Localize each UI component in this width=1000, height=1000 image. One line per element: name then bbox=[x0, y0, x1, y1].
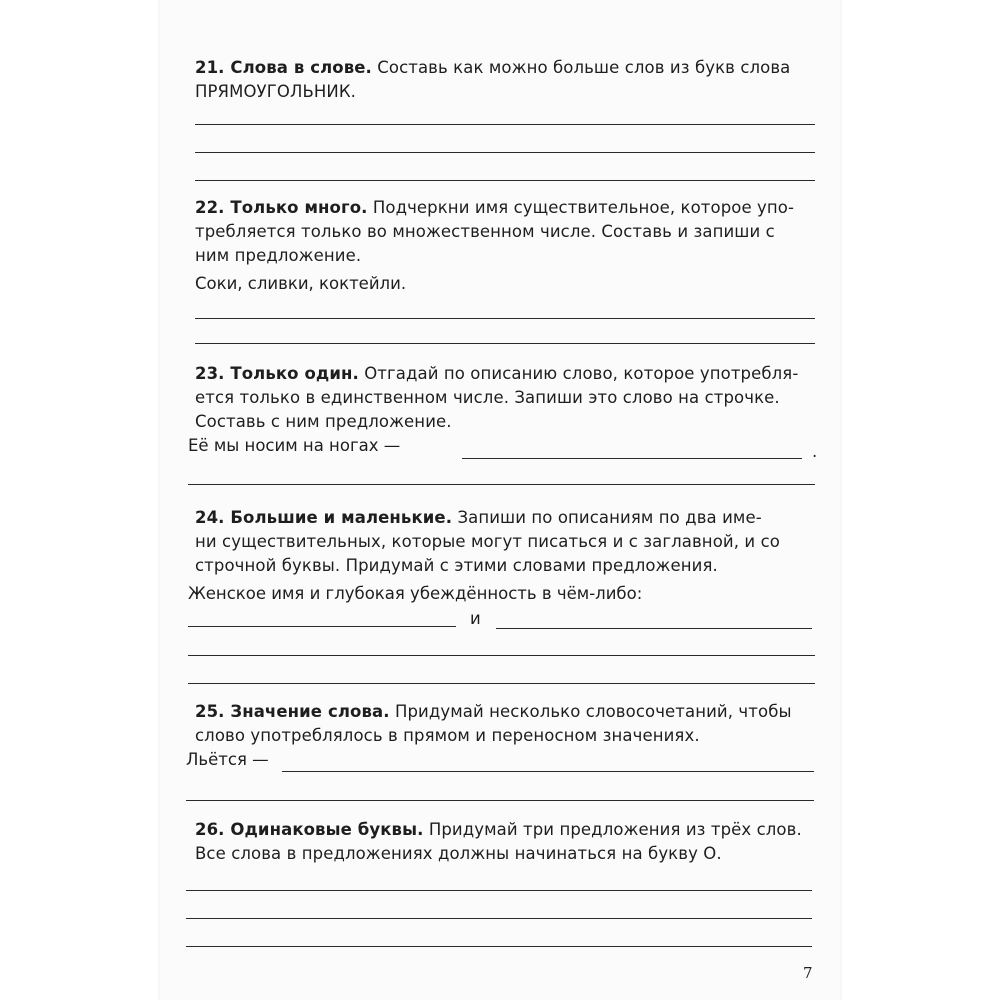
answer-line[interactable] bbox=[186, 890, 812, 891]
page-number: 7 bbox=[803, 964, 813, 982]
answer-line[interactable] bbox=[186, 800, 814, 801]
task-22-line-3: ним предложение. bbox=[195, 246, 362, 265]
task-23-line-2: ется только в единственном числе. Запиши это слово на строчке. bbox=[195, 388, 780, 407]
task-23-prompt: Её мы носим на ногах — bbox=[188, 436, 401, 455]
answer-line[interactable] bbox=[188, 655, 815, 656]
task-26-text bbox=[195, 818, 817, 866]
task-21-line-1: Составь как можно больше слов из букв слова bbox=[371, 58, 791, 77]
task-24-line-1: Запиши по описаниям по два име- bbox=[452, 508, 762, 527]
answer-line[interactable] bbox=[195, 343, 815, 344]
task-23-line-3: Составь с ним предложение. bbox=[195, 412, 452, 431]
answer-line[interactable] bbox=[195, 152, 815, 153]
answer-line[interactable] bbox=[195, 124, 815, 125]
task-22-line-1: Подчеркни имя существительное, которое упо- bbox=[367, 198, 795, 217]
task-23-line-1: Отгадай по описанию слово, которое употребля- bbox=[358, 364, 799, 383]
task-25-line-1: Придумай несколько словосочетаний, чтобы bbox=[389, 702, 792, 721]
task-25-title: 25. Значение слова. bbox=[195, 702, 390, 721]
answer-line[interactable] bbox=[188, 683, 815, 684]
task-21-text bbox=[195, 56, 817, 104]
task-22-line-2: требляется только во множественном числе. Составь и запиши с bbox=[195, 222, 775, 241]
task-26-line-1: Придумай три предложения из трёх слов. bbox=[423, 820, 802, 839]
task-22-title: 22. Только много. bbox=[195, 198, 368, 217]
task-24-text bbox=[195, 506, 817, 578]
task-21-line-2: ПРЯМОУГОЛЬНИК. bbox=[195, 82, 356, 101]
task-24-title: 24. Большие и маленькие. bbox=[195, 508, 453, 527]
task-26-line-2: Все слова в предложениях должны начинаться на букву О. bbox=[195, 844, 722, 863]
answer-line[interactable] bbox=[186, 918, 812, 919]
answer-line[interactable] bbox=[188, 484, 815, 485]
task-26-title: 26. Одинаковые буквы. bbox=[195, 820, 424, 839]
task-25-text bbox=[195, 700, 817, 748]
task-23-period: . bbox=[812, 442, 818, 461]
answer-line[interactable] bbox=[462, 458, 802, 459]
answer-line[interactable] bbox=[195, 180, 815, 181]
answer-line[interactable] bbox=[186, 946, 812, 947]
task-25-line-2: слово употреблялось в прямом и переносном значениях. bbox=[195, 726, 700, 745]
answer-line[interactable] bbox=[188, 626, 456, 627]
answer-line[interactable] bbox=[195, 318, 815, 319]
task-22-text bbox=[195, 196, 817, 268]
task-25-prompt: Льётся — bbox=[186, 750, 269, 769]
answer-line[interactable] bbox=[496, 628, 812, 629]
task-23-title: 23. Только один. bbox=[195, 364, 359, 383]
task-23-text bbox=[195, 362, 817, 434]
task-24-line-3: строчной буквы. Придумай с этими словами предложения. bbox=[195, 556, 718, 575]
task-24-line-2: ни существительных, которые могут писаться и с заглавной, и со bbox=[195, 532, 780, 551]
task-24-conjunction: и bbox=[470, 609, 481, 628]
task-24-prompt: Женское имя и глубокая убеждённость в чём-либо: bbox=[188, 584, 643, 603]
task-22-example: Соки, сливки, коктейли. bbox=[195, 274, 407, 293]
task-21-title: 21. Слова в слове. bbox=[195, 58, 372, 77]
answer-line[interactable] bbox=[282, 771, 814, 772]
